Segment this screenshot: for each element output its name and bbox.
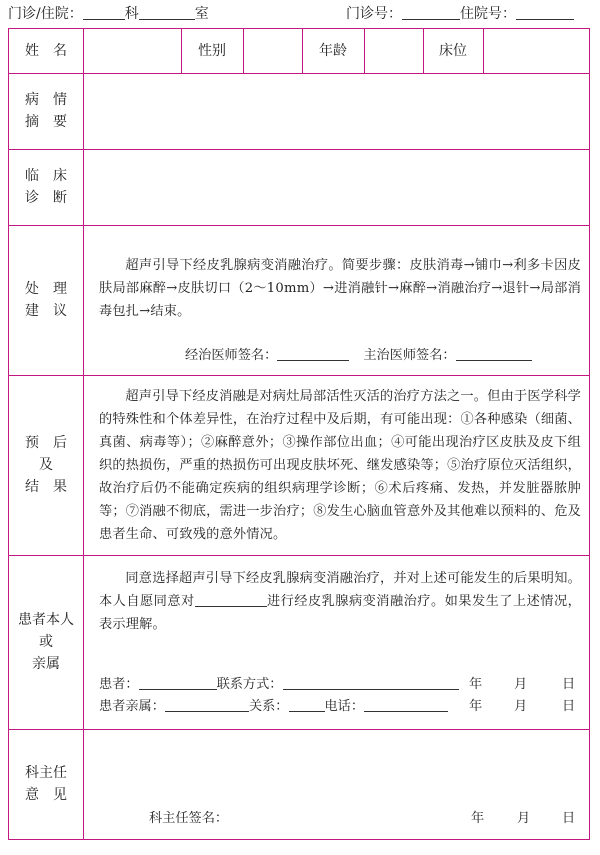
dept-label: 科 [124, 6, 139, 22]
consent-blank[interactable] [195, 592, 267, 607]
diagnosis-label [9, 149, 83, 225]
name-field[interactable] [84, 29, 181, 73]
consent-part2: 进行经皮乳腺病变消融治疗。如果发生了上述情况，表示理解。 [99, 594, 581, 632]
header-left [8, 4, 209, 24]
patient-date-day: 日 [562, 677, 576, 692]
divider [83, 29, 84, 839]
chief-signature-label: 主治医师签名： [363, 348, 456, 363]
name-label: 姓 名 [25, 43, 67, 59]
age-label: 年龄 [319, 43, 347, 59]
label-line: 患者本人 [18, 612, 74, 628]
director-date-month: 月 [517, 811, 531, 826]
contact-label: 联系方式： [216, 677, 283, 692]
label-line: 诊 断 [25, 190, 67, 206]
patient-signature-blank[interactable] [139, 675, 217, 690]
attending-signature-label: 经治医师签名： [185, 348, 278, 363]
label-line: 摘 要 [25, 114, 67, 130]
room-label: 室 [194, 6, 209, 22]
prognosis-text: 超声引导下经皮消融是对病灶局部活性灭活的治疗方法之一。但由于医学科学的特殊性和个体差异性，在治疗过程中及后期，有可能出现：①各种感染（细菌、真菌、病毒等）；②麻醉意外；③操作部位出血；④可能出现治疗区皮肤及皮下组织的热损伤，严重的热损伤可出现皮肤坏死、继发感染等；⑤治疗原位灭活组织，故治疗后仍不能确定疾病的组织病理学诊断；⑥术后疼痛、发热，并发脏器脓肿等；⑦消融不彻底，需进一步治疗；⑧发生心脑血管意外及其他难以预料的、危及患者生命、可致残的意外情况。 [99, 389, 581, 542]
label-line: 或 [39, 634, 53, 650]
director-signature-label: 科主任签名： [149, 811, 229, 826]
patient-date-month: 月 [514, 677, 528, 692]
label-line: 科主任 [25, 765, 67, 781]
consent-part1: 同意选择超声引导下经皮乳腺病变消融治疗，并对上述可能发生的后果明知。本人自愿同意对 [99, 571, 581, 609]
divider [9, 729, 589, 730]
outpatient-no-blank[interactable] [402, 5, 460, 20]
relation-blank[interactable] [289, 697, 325, 712]
relative-signature-label: 患者亲属： [99, 699, 165, 714]
label-line: 结 果 [25, 479, 67, 495]
prognosis-label [9, 375, 83, 555]
divider [9, 555, 589, 556]
patient-label [9, 555, 83, 729]
patient-signature-label: 患者： [99, 677, 139, 692]
director-label [9, 729, 83, 839]
inpatient-no-blank[interactable] [516, 5, 574, 20]
relation-label: 关系： [248, 699, 289, 714]
relative-signature-row [99, 697, 448, 717]
consent-form-table [8, 28, 590, 840]
outpatient-inpatient-label: 门诊/住院： [8, 6, 83, 22]
dept-blank[interactable] [83, 5, 125, 20]
summary-label [9, 73, 83, 149]
patient-signature-row [99, 675, 459, 695]
chief-signature-blank[interactable] [456, 346, 532, 361]
relative-date-day: 日 [562, 699, 576, 714]
divider [9, 375, 589, 376]
relative-date-year: 年 [469, 699, 483, 714]
label-line: 病 情 [25, 92, 67, 108]
label-line: 及 [39, 457, 53, 473]
divider [9, 73, 589, 74]
relative-date-month: 月 [514, 699, 528, 714]
patient-date-year: 年 [469, 677, 483, 692]
treatment-text: 超声引导下经皮乳腺病变消融治疗。简要步骤：皮肤消毒→铺巾→利多卡因皮肤局部麻醉→皮肤切口（2～10mm）→进消融针→麻醉→消融治疗→退针→局部消毒包扎→结束。 [99, 258, 581, 319]
inpatient-no-label: 住院号： [460, 6, 516, 22]
attending-signature-blank[interactable] [277, 346, 349, 361]
phone-blank[interactable] [364, 697, 448, 712]
bed-field[interactable] [483, 29, 589, 73]
contact-blank[interactable] [283, 675, 459, 690]
divider [9, 225, 589, 226]
age-field[interactable] [364, 29, 423, 73]
label-line: 临 床 [25, 168, 67, 184]
outpatient-no-label: 门诊号： [346, 6, 402, 22]
gender-label: 性别 [198, 43, 226, 59]
label-line: 预 后 [25, 435, 67, 451]
room-blank[interactable] [139, 5, 195, 20]
divider [9, 149, 589, 150]
treatment-label [9, 225, 83, 375]
consent-text [99, 567, 581, 636]
gender-field[interactable] [243, 29, 302, 73]
treatment-signatures [185, 346, 532, 366]
label-line: 亲属 [32, 656, 60, 672]
phone-label: 电话： [324, 699, 365, 714]
director-date-year: 年 [471, 811, 485, 826]
label-line: 建 议 [25, 303, 67, 319]
bed-label: 床位 [439, 43, 467, 59]
label-line: 处 理 [25, 281, 67, 297]
director-date-day: 日 [562, 811, 576, 826]
header-right [346, 4, 574, 24]
label-line: 意 见 [25, 787, 67, 803]
form-header [8, 4, 592, 24]
relative-signature-blank[interactable] [165, 697, 249, 712]
